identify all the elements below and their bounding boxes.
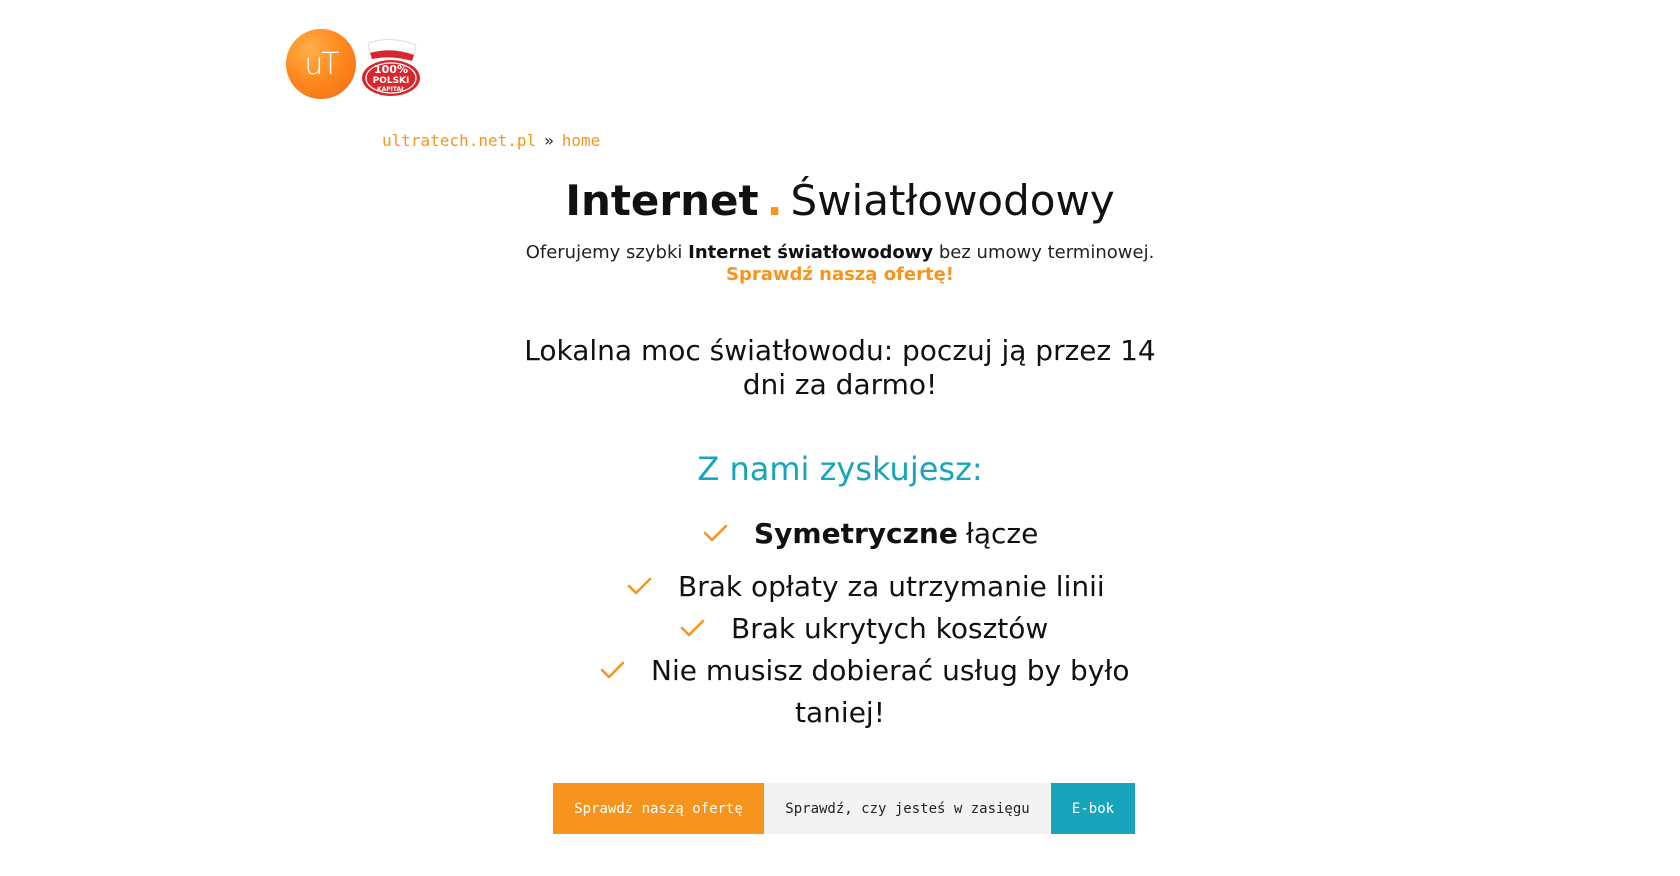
svg-text:100%: 100% <box>374 63 408 76</box>
benefit-text: łącze <box>965 516 1039 550</box>
breadcrumb <box>382 131 600 150</box>
title-light: Światłowodowy <box>790 176 1115 225</box>
benefit-text: Brak opłaty za utrzymanie linii <box>678 569 1105 603</box>
check-icon <box>597 655 627 685</box>
ebok-button[interactable]: E-bok <box>1051 783 1135 834</box>
subtitle-bold: Internet światłowodowy <box>688 242 934 263</box>
page-title <box>0 176 1680 225</box>
hero-cta-text[interactable]: Sprawdź naszą ofertę! <box>726 264 954 285</box>
subtitle-prefix: Oferujemy szybki <box>525 242 683 263</box>
check-icon <box>624 571 654 601</box>
brand-logo[interactable] <box>286 29 426 101</box>
check-range-button[interactable]: Sprawdź, czy jesteś w zasięgu <box>764 783 1051 834</box>
benefits-heading: Z nami zyskujesz: <box>697 450 983 488</box>
benefit-item <box>624 566 1105 606</box>
action-buttons <box>553 783 1135 834</box>
benefit-item <box>597 650 1129 690</box>
benefit-continuation: taniej! <box>795 696 885 729</box>
title-bold: Internet <box>565 176 759 225</box>
benefit-text: Brak ukrytych kosztów <box>731 611 1049 645</box>
benefit-item <box>677 608 1048 648</box>
polski-kapital-badge <box>358 33 424 99</box>
promo-text <box>0 334 1680 402</box>
subtitle-suffix: bez umowy terminowej. <box>938 242 1155 263</box>
benefit-bold: Symetryczne <box>754 516 958 550</box>
check-icon <box>700 518 730 548</box>
title-dot: . <box>766 176 783 225</box>
check-icon <box>677 613 707 643</box>
breadcrumb-separator: » <box>544 131 554 150</box>
promo-text-content: Lokalna moc światłowodu: poczuj ją przez 14 dni za darmo! <box>524 334 1156 401</box>
svg-text:POLSKI: POLSKI <box>372 76 410 86</box>
hero-subtitle <box>0 242 1680 263</box>
breadcrumb-home-link[interactable]: home <box>561 131 601 150</box>
benefit-item <box>700 513 1038 553</box>
svg-text:KAPITAŁ: KAPITAŁ <box>376 86 406 93</box>
ut-logo-mark: uT <box>286 29 356 99</box>
check-offer-button[interactable]: Sprawdz naszą ofertę <box>553 783 764 834</box>
benefit-text: Nie musisz dobierać usług by było <box>651 653 1130 687</box>
breadcrumb-site-link[interactable]: ultratech.net.pl <box>382 131 537 150</box>
